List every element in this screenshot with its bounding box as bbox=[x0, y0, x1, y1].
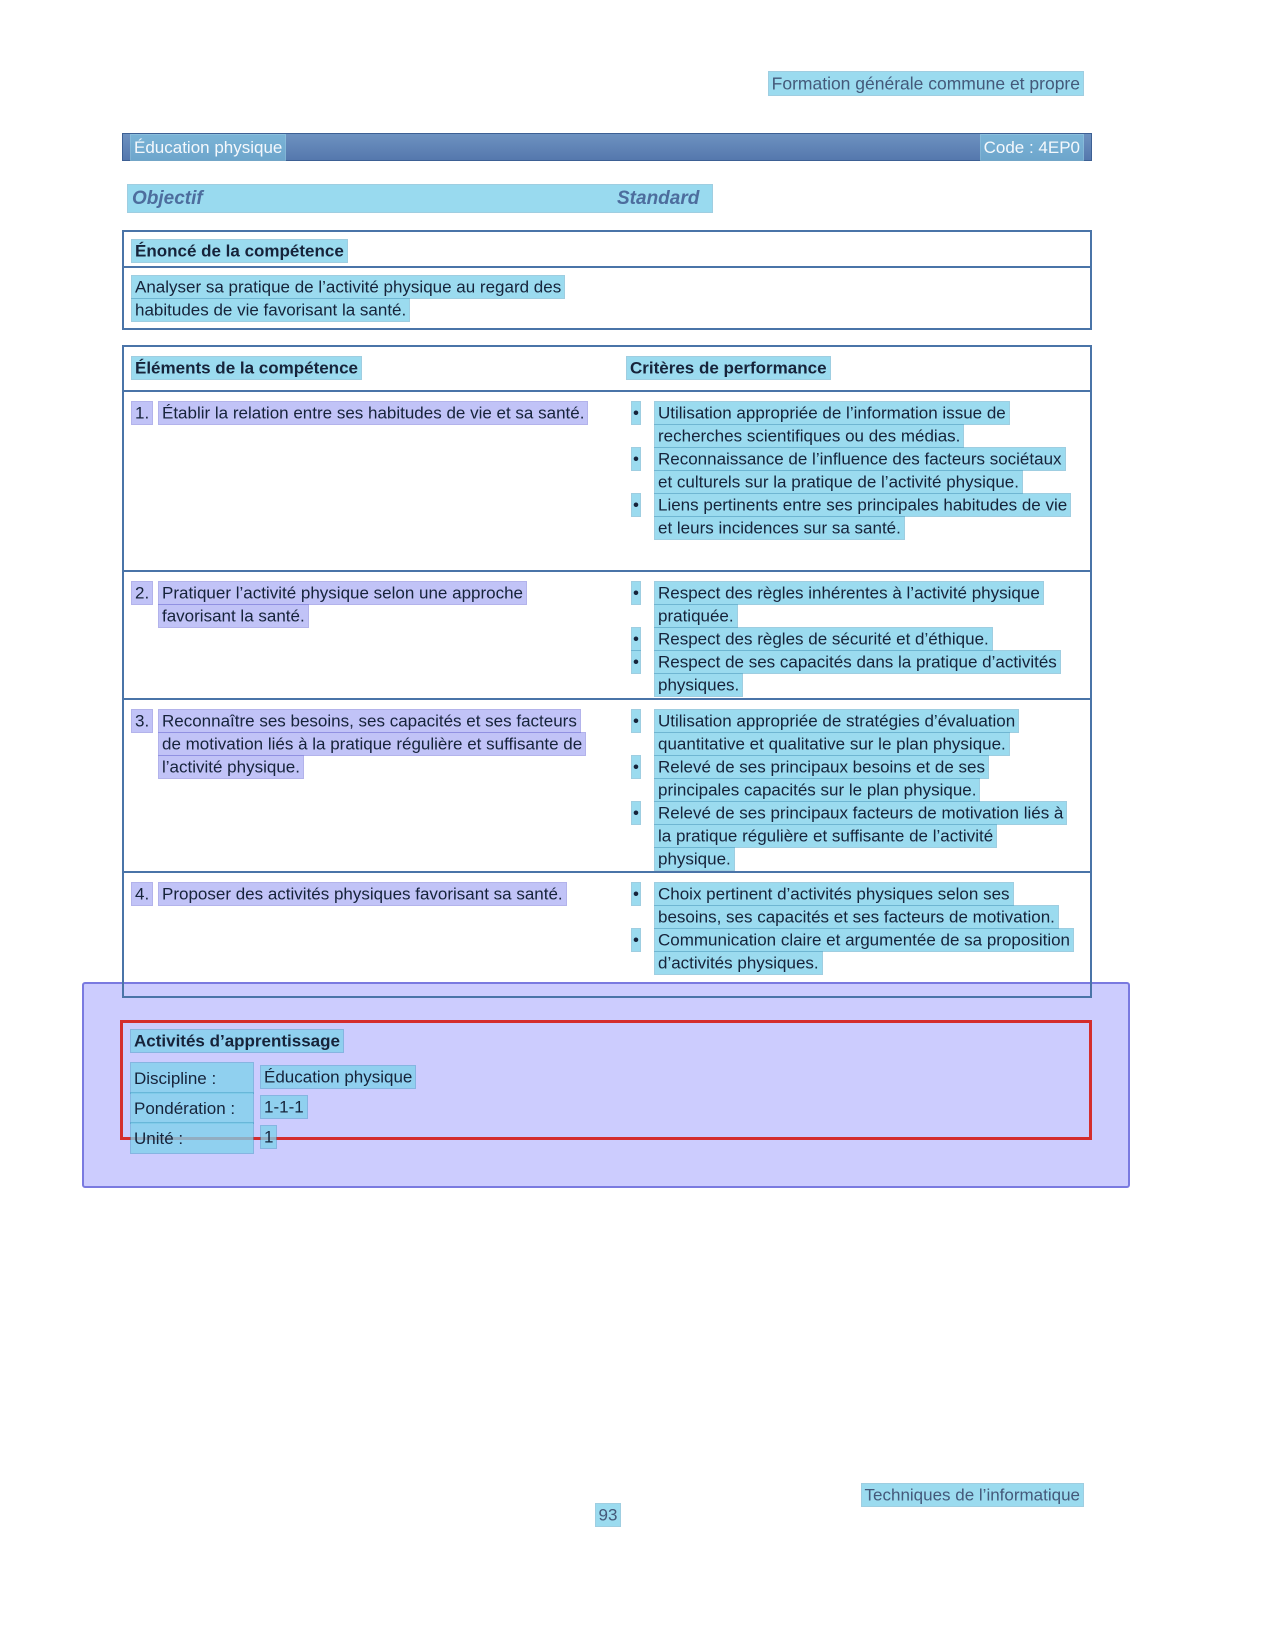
ponderation-field bbox=[131, 1093, 1081, 1123]
criteria-text: Respect de ses capacités dans la pratique d’activités physiques. bbox=[655, 650, 1070, 696]
unite-value: 1 bbox=[261, 1123, 276, 1153]
criteria-item bbox=[632, 928, 1082, 974]
criteria-item bbox=[632, 581, 1082, 627]
criteria-text: Choix pertinent d’activités physiques selon ses besoins, ses capacités et ses facteurs de motivation. bbox=[655, 882, 1070, 928]
criteria-item bbox=[632, 709, 1082, 755]
criteria-text: Reconnaissance de l’influence des facteurs sociétaux et culturels sur la pratique de l’activité physique. bbox=[655, 447, 1070, 493]
table-header-row bbox=[124, 347, 1090, 392]
criteria-item bbox=[632, 882, 1082, 928]
bullet-icon: • bbox=[633, 652, 639, 671]
enonce-text: Analyser sa pratique de l’activité physique au regard des habitudes de vie favorisant la santé. bbox=[132, 276, 564, 321]
bullet-icon: • bbox=[633, 803, 639, 822]
enonce-header bbox=[124, 232, 1090, 268]
enonce-body bbox=[124, 268, 1090, 328]
table-row bbox=[124, 871, 1090, 996]
criteria-text: Respect des règles inhérentes à l’activité physique pratiquée. bbox=[655, 581, 1070, 627]
element-cell bbox=[132, 882, 627, 996]
column-header-elements: Éléments de la compétence bbox=[132, 356, 627, 379]
activites-apprentissage-box bbox=[120, 1020, 1092, 1148]
criteria-cell bbox=[627, 581, 1082, 698]
bullet-icon: • bbox=[633, 930, 639, 949]
table-row bbox=[124, 698, 1090, 871]
table-row bbox=[124, 392, 1090, 570]
bullet-icon: • bbox=[633, 629, 639, 648]
criteria-item bbox=[632, 401, 1082, 447]
element-cell bbox=[132, 401, 627, 570]
element-number: 4. bbox=[132, 882, 159, 905]
bullet-icon: • bbox=[633, 711, 639, 730]
objectif-heading: Objectif bbox=[132, 188, 203, 209]
running-footer bbox=[0, 1483, 1083, 1506]
running-header bbox=[0, 72, 1083, 95]
enonce-title: Énoncé de la compétence bbox=[132, 240, 347, 262]
criteria-item bbox=[632, 801, 1082, 870]
discipline-value: Éducation physique bbox=[261, 1063, 415, 1093]
criteria-cell bbox=[627, 401, 1082, 570]
bullet-icon: • bbox=[633, 884, 639, 903]
element-cell bbox=[132, 581, 627, 698]
element-number: 3. bbox=[132, 709, 159, 732]
criteria-text: Liens pertinents entre ses principales habitudes de vie et leurs incidences sur sa santé. bbox=[655, 493, 1070, 539]
criteria-item bbox=[632, 755, 1082, 801]
criteria-item bbox=[632, 493, 1082, 539]
element-text: Reconnaître ses besoins, ses capacités et ses facteurs de motivation liés à la pratique régulière et suffisante de l’activité physique. bbox=[159, 709, 594, 778]
course-title: Éducation physique bbox=[131, 135, 285, 160]
criteria-cell bbox=[627, 709, 1082, 871]
criteria-item bbox=[632, 650, 1082, 696]
element-number: 1. bbox=[132, 401, 159, 424]
discipline-field bbox=[131, 1063, 1081, 1093]
element-text: Proposer des activités physiques favorisant sa santé. bbox=[159, 882, 566, 905]
bullet-icon: • bbox=[633, 757, 639, 776]
element-cell bbox=[132, 709, 627, 871]
criteria-cell bbox=[627, 882, 1082, 996]
running-footer-text: Techniques de l’informatique bbox=[862, 1484, 1083, 1506]
ponderation-label: Pondération : bbox=[131, 1093, 261, 1123]
criteria-text: Utilisation appropriée de stratégies d’évaluation quantitative et qualitative sur le plan physique. bbox=[655, 709, 1070, 755]
element-text: Établir la relation entre ses habitudes de vie et sa santé. bbox=[159, 401, 587, 424]
bullet-icon: • bbox=[633, 403, 639, 422]
competence-table bbox=[122, 345, 1092, 998]
criteria-item bbox=[632, 447, 1082, 493]
enonce-box bbox=[122, 230, 1092, 330]
discipline-label: Discipline : bbox=[131, 1063, 261, 1093]
ponderation-value: 1-1-1 bbox=[261, 1093, 307, 1123]
criteria-text: Respect des règles de sécurité et d’éthique. bbox=[655, 627, 992, 650]
bullet-icon: • bbox=[633, 495, 639, 514]
objectif-standard-heading bbox=[128, 185, 712, 212]
column-header-criteres: Critères de performance bbox=[627, 356, 1082, 379]
criteria-text: Utilisation appropriée de l’information issue de recherches scientifiques ou des médias. bbox=[655, 401, 1070, 447]
element-number: 2. bbox=[132, 581, 159, 604]
bullet-icon: • bbox=[633, 583, 639, 602]
activites-title: Activités d’apprentissage bbox=[131, 1029, 1081, 1052]
unite-field bbox=[131, 1123, 1081, 1153]
page-number: 93 bbox=[585, 1503, 631, 1526]
criteria-text: Relevé de ses principaux besoins et de ses principales capacités sur le plan physique. bbox=[655, 755, 1070, 801]
table-row bbox=[124, 570, 1090, 698]
unite-label: Unité : bbox=[131, 1123, 261, 1153]
criteria-text: Relevé de ses principaux facteurs de motivation liés à la pratique régulière et suffisante de l’activité physique. bbox=[655, 801, 1070, 870]
element-text: Pratiquer l’activité physique selon une approche favorisant la santé. bbox=[159, 581, 594, 627]
course-code: Code : 4EP0 bbox=[981, 135, 1083, 160]
enonce-paragraph bbox=[132, 275, 602, 321]
bullet-icon: • bbox=[633, 449, 639, 468]
criteria-item bbox=[632, 627, 1082, 650]
standard-heading: Standard bbox=[617, 188, 700, 209]
running-header-text: Formation générale commune et propre bbox=[769, 72, 1083, 95]
criteria-text: Communication claire et argumentée de sa proposition d’activités physiques. bbox=[655, 928, 1070, 974]
document-title-bar bbox=[122, 133, 1092, 161]
